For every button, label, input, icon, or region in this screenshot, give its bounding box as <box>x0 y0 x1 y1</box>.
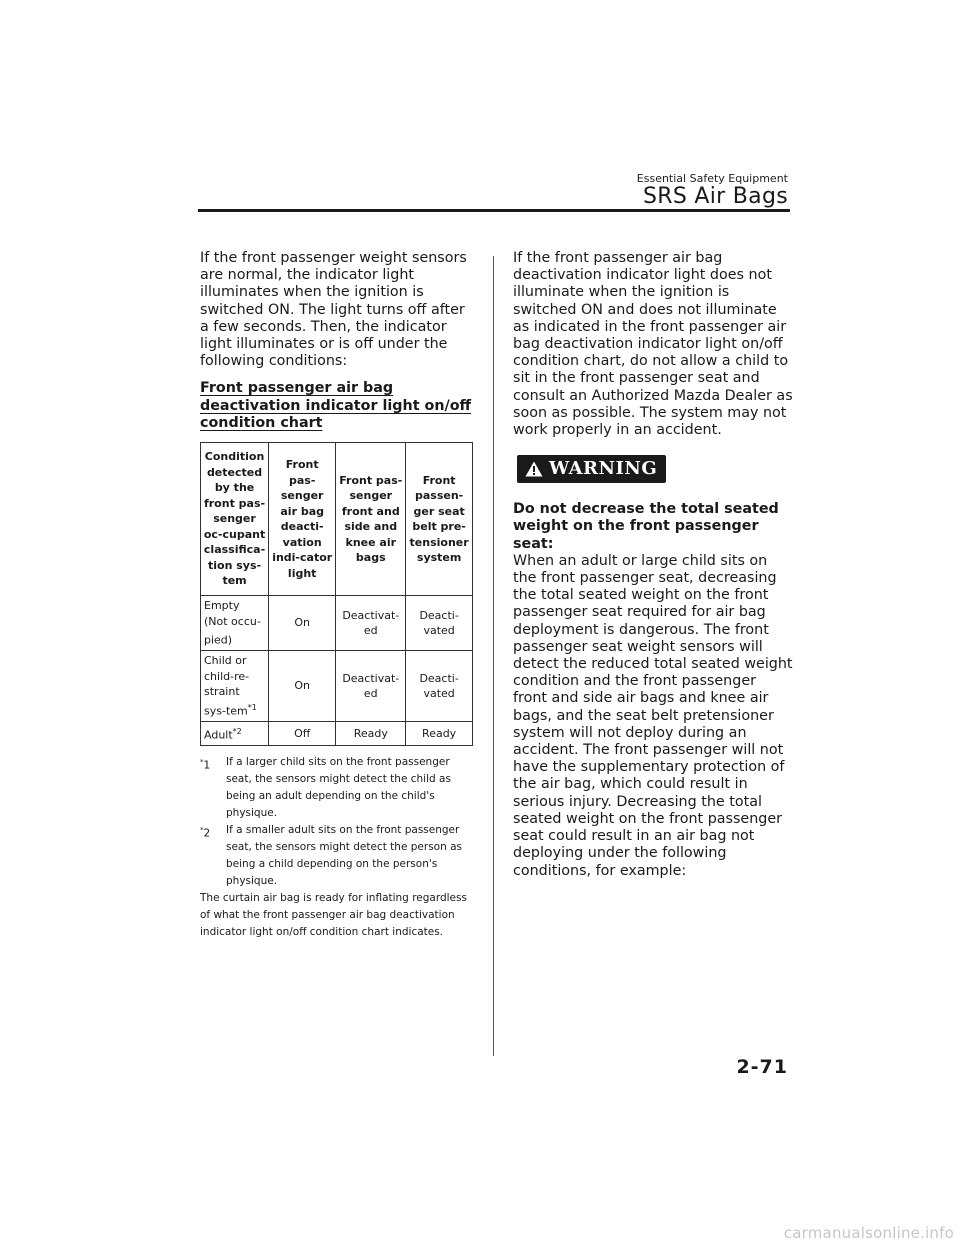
row-condition <box>201 721 269 745</box>
row-light: Off <box>269 721 336 745</box>
footnote-star: * <box>200 826 204 834</box>
section-title: Essential Safety Equipment <box>636 172 788 185</box>
row-pretensioner: Deacti-vated <box>406 651 473 722</box>
right-column <box>513 250 793 880</box>
column-divider <box>493 256 494 1056</box>
table-row <box>201 651 473 722</box>
footnote-mark: *2 <box>232 726 242 736</box>
footnote-text: If a smaller adult sits on the front passenger seat, the sensors might detect the person as being a child depending on the person's physique. <box>226 824 462 887</box>
right-intro-paragraph: If the front passenger air bag deactivation indicator light does not illuminate when the ignition is switched ON and does not illuminate as indicated in the front passenger air bag deactivation indicator light on/off condition chart, do not allow a child to sit in the front passenger seat and consult an Authorized Mazda Dealer as soon as possible. The system may not work properly in an accident. <box>513 250 793 439</box>
left-column <box>200 250 475 941</box>
row-airbags: Ready <box>336 721 406 745</box>
condition-text: Empty (Not occu-pied) <box>204 599 261 647</box>
header-indicator-light: Front pas-senger air bag deacti-vation indi-cator light <box>269 443 336 596</box>
condition-text: Child or child-re-straint sys-tem <box>204 654 250 718</box>
warning-badge <box>517 455 666 483</box>
header-condition: Condition detected by the front pas-senger oc-cupant classifica-tion sys-tem <box>201 443 269 596</box>
row-condition <box>201 596 269 651</box>
table-header-row <box>201 443 473 596</box>
page-number: 2-71 <box>736 1056 788 1078</box>
closing-note: The curtain air bag is ready for inflating regardless of what the front passenger air bag deactivation indicator light on/off condition chart indicates. <box>200 892 467 938</box>
row-pretensioner: Deacti-vated <box>406 596 473 651</box>
chart-heading: Front passenger air bag deactivation indicator light on/off condition chart <box>200 380 472 431</box>
header-air-bags: Front pas-senger front and side and knee air bags <box>336 443 406 596</box>
footnote-number <box>200 754 210 775</box>
header-rule <box>198 209 790 212</box>
condition-table <box>200 442 473 746</box>
row-airbags: Deactivat-ed <box>336 651 406 722</box>
condition-text: Adult <box>204 728 233 742</box>
header-pretensioner: Front passen-ger seat belt pre-tensioner system <box>406 443 473 596</box>
footnote-number <box>200 822 210 843</box>
footnote-num: 2 <box>203 827 211 840</box>
page-title: SRS Air Bags <box>642 184 788 209</box>
row-condition <box>201 651 269 722</box>
warning-heading: Do not decrease the total seated weight on the front passenger seat: <box>513 501 779 552</box>
footnote-text: If a larger child sits on the front passenger seat, the sensors might detect the child as being an adult depending on the child's physique. <box>226 756 451 819</box>
warning-label: WARNING <box>549 458 658 480</box>
footnote-mark: *1 <box>247 702 257 712</box>
warning-triangle-icon <box>525 461 543 477</box>
row-pretensioner: Ready <box>406 721 473 745</box>
row-light: On <box>269 651 336 722</box>
table-row <box>201 596 473 651</box>
row-light: On <box>269 596 336 651</box>
row-airbags: Deactivat-ed <box>336 596 406 651</box>
footnote-num: 1 <box>203 759 211 772</box>
footnote-item <box>200 754 475 822</box>
watermark: carmanualsonline.info <box>783 1224 954 1242</box>
table-row <box>201 721 473 745</box>
footnotes <box>200 754 475 941</box>
intro-paragraph: If the front passenger weight sensors are normal, the indicator light illuminates when the ignition is switched ON. The light turns off after a few seconds. Then, the indicator light illuminates or is off under the following conditions: <box>200 250 467 370</box>
footnote-item <box>200 822 475 890</box>
warning-body: When an adult or large child sits on the front passenger seat, decreasing the total seated weight on the front passenger seat required for air bag deployment is dangerous. The front passenger seat weight sensors will detect the reduced total seated weight condition and the front passenger front and side air bags and knee air bags, and the seat belt pretensioner system will not deploy during an accident. The front passenger will not have the supplementary protection of the air bag, which could result in serious injury. Decreasing the total seated weight on the front passenger seat could result in an air bag not deploying under the following conditions, for example: <box>513 552 793 879</box>
footnote-star: * <box>200 758 204 766</box>
